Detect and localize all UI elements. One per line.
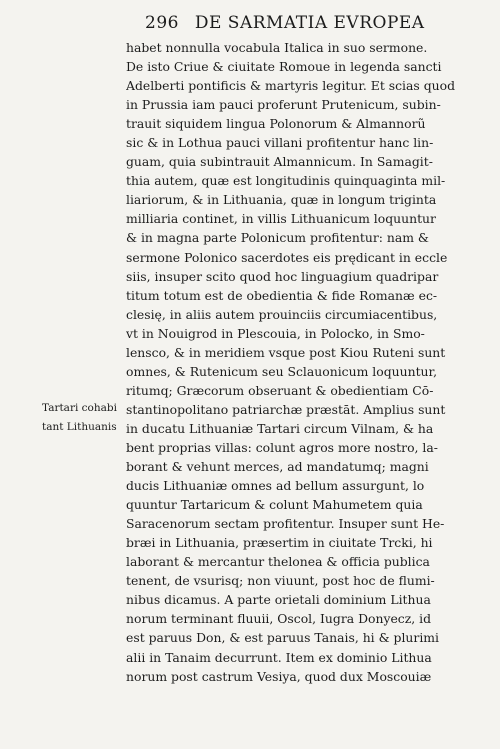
text-line: sic & in Lothua pauci villani profitentur hanc lin-: [126, 135, 434, 151]
text-line: borant & vehunt merces, ad mandatumq; magni: [126, 459, 429, 475]
text-line: ritumq; Græcorum obseruant & obedientiam Cō-: [126, 382, 434, 398]
running-title: DE SARMATIA EVROPEA: [194, 13, 425, 33]
text-line: clesię, in aliis autem prouinciis circumiacentibus,: [126, 306, 438, 322]
text-line: ducis Lithuaniæ omnes ad bellum assurgunt, lo: [126, 478, 425, 494]
text-line: Adelberti pontificis & martyris legitur. Et scias quod: [126, 78, 456, 94]
text-line: thia autem, quæ est longitudinis quinquaginta mil-: [126, 173, 446, 189]
text-line: est paruus Don, & est paruus Tanais, hi & plurimi: [126, 630, 440, 646]
page-number: 296: [145, 13, 179, 33]
running-header: [145, 13, 425, 33]
text-line: trauit siquidem lingua Polonorum & Almannorũ: [126, 116, 426, 132]
text-line: alii in Tanaim decurrunt. Item ex dominio Lithua: [126, 649, 432, 665]
text-line: norum post castrum Vesiya, quod dux Moscouiæ: [126, 668, 432, 684]
text-line: laborant & mercantur thelonea & officia publica: [126, 554, 430, 570]
text-line: bent proprias villas: colunt agros more nostro, la-: [126, 439, 438, 455]
text-line: lensco, & in meridiem vsque post Kiou Ruteni sunt: [126, 344, 446, 360]
text-line: in ducatu Lithuaniæ Tartari circum Vilnam, & ha: [126, 420, 434, 436]
margin-note: Tartari cohabi: [42, 402, 117, 414]
text-line: siis, insuper scito quod hoc linguagium quadripar: [126, 268, 439, 284]
body-text: [126, 38, 482, 686]
text-line: liariorum, & in Lithuania, quæ in longum triginta: [126, 192, 437, 208]
text-line: guam, quia subintrauit Almannicum. In Samagit-: [126, 154, 433, 170]
text-line: quuntur Tartaricum & colunt Mahumetem quia: [126, 497, 423, 513]
text-line: titum totum est de obedientia & fide Romanæ ec-: [126, 287, 438, 303]
text-line: & in magna parte Polonicum profitentur: nam &: [126, 230, 429, 246]
text-line: Saracenorum sectam profitentur. Insuper sunt He-: [126, 516, 445, 532]
text-line: sermone Polonico sacerdotes eis prędicant in eccle: [126, 249, 448, 265]
text-line: stantinopolitano patriarchæ præstāt. Amplius sunt: [126, 401, 446, 417]
text-line: vt in Nouigrod in Plescouia, in Polocko, in Smo-: [126, 325, 425, 341]
text-line: nibus dicamus. A parte orietali dominium Lithua: [126, 592, 431, 608]
text-line: in Prussia iam pauci proferunt Prutenicum, subin-: [126, 97, 441, 113]
text-line: habet nonnulla vocabula Italica in suo sermone.: [126, 40, 428, 55]
text-line: bræi in Lithuania, præsertim in ciuitate Trcki, hi: [126, 535, 433, 551]
margin-note: tant Lithuanis: [42, 421, 117, 433]
text-line: norum terminant fluuii, Oscol, Iugra Donyecz, id: [126, 611, 432, 627]
text-line: milliaria continet, in villis Lithuanicum loquuntur: [126, 211, 436, 227]
text-line: omnes, & Rutenicum seu Sclauonicum loquuntur,: [126, 363, 438, 379]
text-line: De isto Criue & ciuitate Romoue in legenda sancti: [126, 59, 442, 75]
text-line: tenent, de vsurisq; non viuunt, post hoc de flumi-: [126, 573, 435, 589]
